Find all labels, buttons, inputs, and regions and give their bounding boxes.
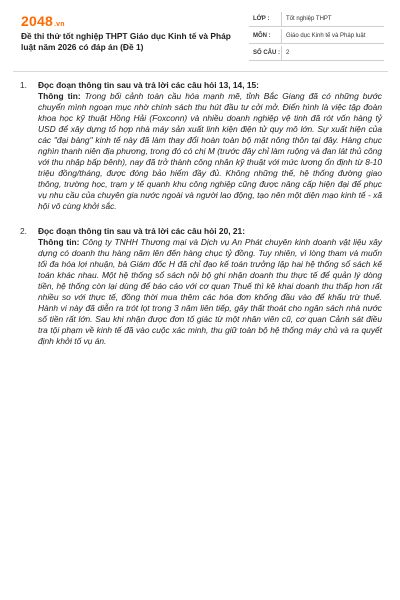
meta-row-subject <box>249 29 384 44</box>
passage-label: Thông tin: <box>38 237 80 247</box>
question-passage <box>38 91 382 212</box>
question-number: 1. <box>20 80 27 90</box>
logo-main: 2048 <box>21 13 53 29</box>
meta-value: Tốt nghiệp THPT <box>281 12 384 26</box>
meta-label: SỐ CÂU : <box>253 50 280 56</box>
header <box>0 0 400 70</box>
passage-text: Công ty TNHH Thương mại và Dịch vụ An Phát chuyên kinh doanh vật liệu xây dựng có doanh thu hàng năm lên đến hàng chục tỷ đồng. Tuy nhiên, vì lòng tham và muốn tối đa hóa lợi nhuận, bà Giám đốc H đã chỉ đạo kế toán trưởng lập hai hệ thống sổ sách kế toán khác nhau. Một hệ thống sổ sách nội bộ ghi nhận doanh thu thực tế để quản lý dòng tiền, hệ thống còn lại dùng để báo cáo với cơ quan Thuế thì kê khai doanh thu thấp hơn rất nhiều so với thực tế, đồng thời mua thêm các hóa đơn khống đầu vào để khấu trừ thuế. Hành vi này đã diễn ra trót lọt trong 3 năm liên tiếp, gây thất thoát cho ngân sách nhà nước số tiền rất lớn. Sau khi nhận được đơn tố giác từ một nhân viên cũ, cơ quan Cảnh sát điều tra tội phạm về kinh tế đã vào cuộc xác minh, thu giữ toàn bộ hệ thống máy chủ và ra quyết định khởi tố vụ án. <box>38 237 382 346</box>
logo-tld: .vn <box>53 21 65 28</box>
question-passage <box>38 237 382 347</box>
meta-row-question-count <box>249 46 384 61</box>
exam-meta-table <box>249 12 384 63</box>
question-list <box>13 72 388 347</box>
question-heading: Đọc đoạn thông tin sau và trả lời các câu hỏi 13, 14, 15: <box>38 80 259 90</box>
passage-text: Trong bối cảnh toàn cầu hóa mạnh mẽ, tỉnh Bắc Giang đã có những bước chuyển mình ngoạn mục nhờ chính sách thu hút đầu tư cởi mở. Điển hình là việc tập đoàn khoa học kỹ thuật Hồng Hải (Foxconn) và nhiều doanh nghiệp vệ tinh đã rót vốn hàng tỷ USD để xây dựng tổ hợp nhà máy sản xuất linh kiện điện tử quy mô lớn. Sự xuất hiện của các "đại bàng" kinh tế này đã làm thay đổi hoàn toàn bộ mặt nông thôn tại đây. Hàng chục nghìn thanh niên địa phương, trong đó có chị M (trước đây chỉ làm ruộng và đan lát thủ công với thu nhập bấp bênh), nay đã trở thành công nhân kỹ thuật với mức lương ổn định từ 8-10 triệu đồng/tháng, được đóng bảo hiểm đầy đủ. Không những thế, hệ thống đường giao thông, trường học, trạm y tế quanh khu công nghiệp cũng được nâng cấp hiện đại để phục vụ nhu cầu của chuyên gia nước ngoài và người lao động, tạo nên một diện mạo kinh tế - xã hội vô cùng khởi sắc. <box>38 91 382 211</box>
question-item <box>13 226 388 347</box>
meta-row-class <box>249 12 384 27</box>
meta-label: LỚP : <box>253 16 270 22</box>
meta-value: 2 <box>281 46 384 60</box>
passage-label: Thông tin: <box>38 91 81 101</box>
site-logo[interactable] <box>21 13 65 29</box>
question-number: 2. <box>20 226 27 236</box>
meta-label: MÔN : <box>253 33 271 39</box>
question-item <box>13 80 388 212</box>
exam-title: Đề thi thử tốt nghiệp THPT Giáo dục Kinh tế và Pháp luật năm 2026 có đáp án (Đề 1) <box>21 31 231 52</box>
meta-value: Giáo dục Kinh tế và Pháp luật <box>281 29 384 43</box>
question-heading: Đọc đoạn thông tin sau và trả lời các câu hỏi 20, 21: <box>38 226 246 236</box>
